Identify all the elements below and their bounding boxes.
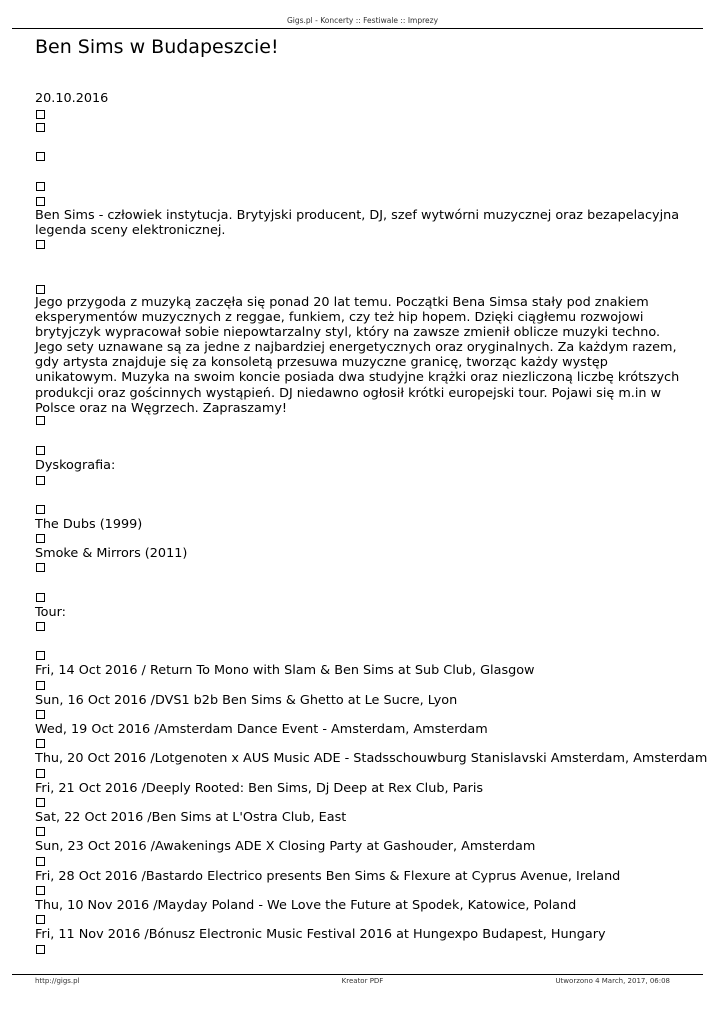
image-placeholder-icon: [36, 681, 45, 690]
tour-date-item: Thu, 20 Oct 2016 /Lotgenoten x AUS Music ADE - Stadsschouwburg Stanislavski Amsterdam, Amsterdam: [35, 751, 708, 766]
discography-heading: Dyskografia:: [35, 458, 116, 473]
discography-item: The Dubs (1999): [35, 517, 143, 532]
tour-date-item: Fri, 21 Oct 2016 /Deeply Rooted: Ben Sims, Dj Deep at Rex Club, Paris: [35, 781, 484, 796]
tour-date-item: Wed, 19 Oct 2016 /Amsterdam Dance Event - Amsterdam, Amsterdam: [35, 722, 488, 737]
article-intro: Ben Sims - człowiek instytucja. Brytyjski producent, DJ, szef wytwórni muzycznej oraz bezapelacyjna legenda sceny elektronicznej.: [35, 208, 680, 239]
image-placeholder-icon: [36, 622, 45, 631]
image-placeholder-icon: [36, 563, 45, 572]
header-divider: [12, 28, 703, 29]
tour-date-item: Sat, 22 Oct 2016 /Ben Sims at L'Ostra Club, East: [35, 810, 347, 825]
image-placeholder-icon: [36, 476, 45, 485]
image-placeholder-icon: [36, 593, 45, 602]
image-placeholder-icon: [36, 798, 45, 807]
image-placeholder-icon: [36, 739, 45, 748]
image-placeholder-icon: [36, 123, 45, 132]
image-placeholder-icon: [36, 710, 45, 719]
tour-date-item: Sun, 16 Oct 2016 /DVS1 b2b Ben Sims & Ghetto at Le Sucre, Lyon: [35, 693, 458, 708]
article-title: Ben Sims w Budapeszcie!: [35, 36, 279, 58]
image-placeholder-icon: [36, 857, 45, 866]
footer-url: http://gigs.pl: [35, 977, 80, 985]
image-placeholder-icon: [36, 197, 45, 206]
tour-date-item: Thu, 10 Nov 2016 /Mayday Poland - We Love the Future at Spodek, Katowice, Poland: [35, 898, 577, 913]
article-date: 20.10.2016: [35, 91, 109, 106]
tour-date-item: Fri, 11 Nov 2016 /Bónusz Electronic Music Festival 2016 at Hungexpo Budapest, Hungary: [35, 927, 606, 942]
image-placeholder-icon: [36, 534, 45, 543]
footer-creator: Kreator PDF: [341, 977, 384, 985]
tour-date-item: Fri, 14 Oct 2016 / Return To Mono with Slam & Ben Sims at Sub Club, Glasgow: [35, 663, 535, 678]
image-placeholder-icon: [36, 416, 45, 425]
image-placeholder-icon: [36, 182, 45, 191]
footer-divider: [12, 974, 703, 975]
image-placeholder-icon: [36, 915, 45, 924]
footer-created-date: Utworzono 4 March, 2017, 06:08: [555, 977, 670, 985]
image-placeholder-icon: [36, 945, 45, 954]
page-header-title: Gigs.pl - Koncerty :: Festiwale :: Imprezy: [286, 16, 439, 25]
article-body: Jego przygoda z muzyką zaczęła się ponad 20 lat temu. Początki Bena Simsa stały pod znakiem eksperymentów muzycznych z reggae, funkiem, czy też hip hopem. Dzięki ciągłemu rozwojowi brytyjczyk wypracował sobie niepowtarzalny styl, który na zawsze zmienił oblicze muzyki techno. Jego sety uznawane są za jedne z najbardziej energetycznych oraz oryginalnych. Za każdym razem, gdy artysta znajduje się za konsoletą przesuwa muzyczne granicę, tworząc każdy występ unikatowym. Muzyka na swoim koncie posiada dwa studyjne krążki oraz niezliczoną liczbę krótszych produkcji oraz gościnnych wystąpień. DJ niedawno ogłosił krótki europejski tour. Pojawi się m.in w Polsce oraz na Węgrzech. Zapraszamy!: [35, 295, 680, 416]
image-placeholder-icon: [36, 769, 45, 778]
tour-heading: Tour:: [35, 605, 66, 620]
image-placeholder-icon: [36, 152, 45, 161]
image-placeholder-icon: [36, 285, 45, 294]
discography-item: Smoke & Mirrors (2011): [35, 546, 188, 561]
image-placeholder-icon: [36, 446, 45, 455]
image-placeholder-icon: [36, 886, 45, 895]
tour-date-item: Sun, 23 Oct 2016 /Awakenings ADE X Closing Party at Gashouder, Amsterdam: [35, 839, 536, 854]
image-placeholder-icon: [36, 651, 45, 660]
image-placeholder-icon: [36, 505, 45, 514]
image-placeholder-icon: [36, 240, 45, 249]
image-placeholder-icon: [36, 110, 45, 119]
image-placeholder-icon: [36, 827, 45, 836]
tour-date-item: Fri, 28 Oct 2016 /Bastardo Electrico presents Ben Sims & Flexure at Cyprus Avenue, Ireland: [35, 869, 621, 884]
